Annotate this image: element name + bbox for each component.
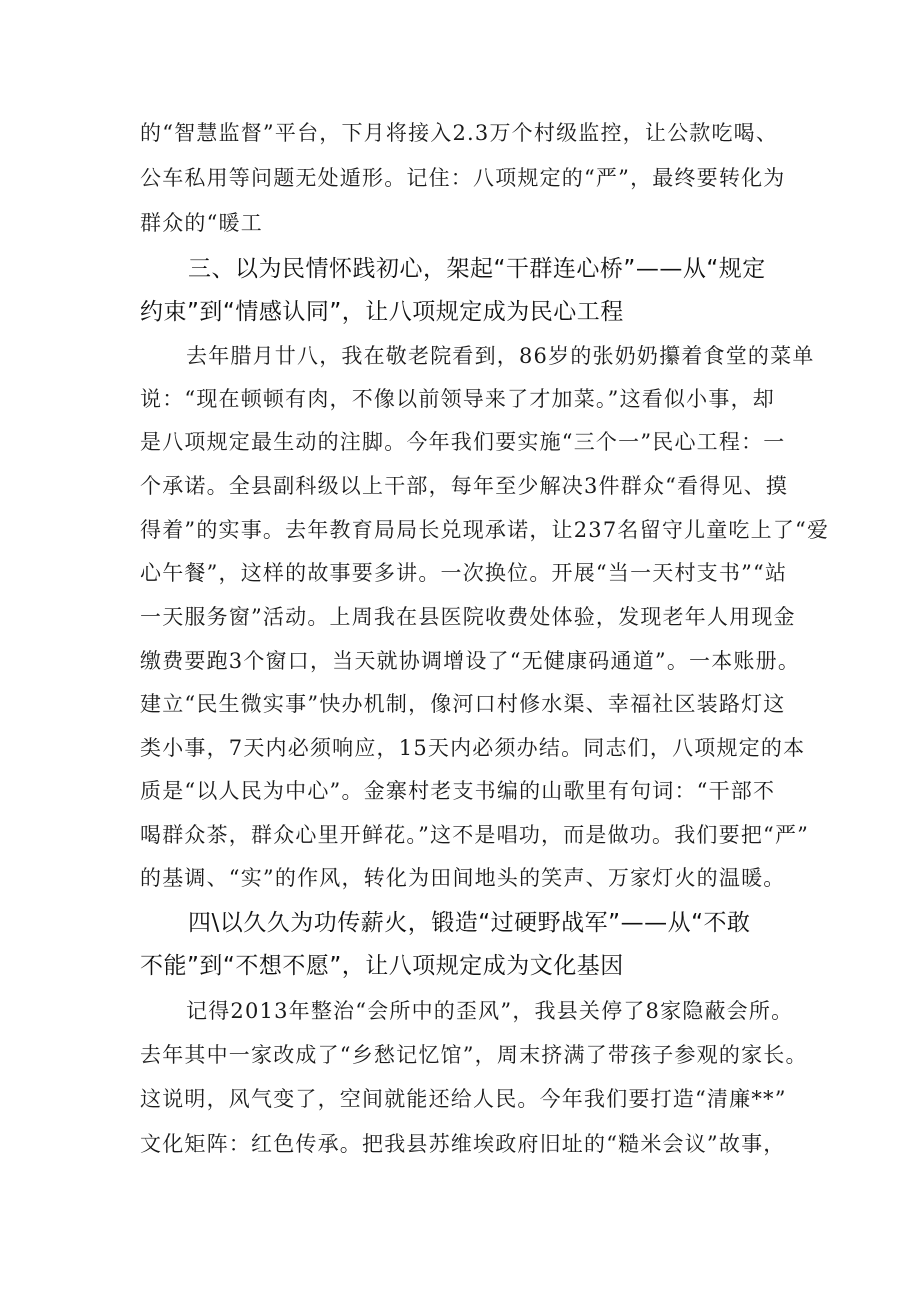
paragraph-line: 类小事，7天内必须响应，15天内必须办结。同志们，八项规定的本	[140, 736, 806, 760]
section-heading-4-line-2: 不能”到“不想不愿”，让八项规定成为文化基因	[140, 953, 624, 979]
paragraph-line: 建立“民生微实事”快办机制，像河口村修水渠、幸福社区装路灯这	[140, 692, 786, 716]
paragraph-line: 一天服务窗”活动。上周我在县医院收费处体验，发现老年人用现金	[140, 605, 796, 629]
paragraph-line: 文化矩阵：红色传承。把我县苏维埃政府旧址的“糙米会议”故事，	[140, 1132, 786, 1156]
paragraph-line: 得着”的实事。去年教育局局长兑现承诺，让237名留守儿童吃上了“爱	[140, 518, 830, 542]
paragraph-line: 去年其中一家改成了“乡愁记忆馆”，周末挤满了带孩子参观的家长。	[140, 1043, 808, 1067]
paragraph-line: 公车私用等问题无处遁形。记住：八项规定的“严”，最终要转化为	[140, 166, 786, 190]
section-heading-3-line-2: 约束”到“情感认同”，让八项规定成为民心工程	[140, 299, 624, 325]
paragraph-line: 群众的“暖工	[140, 211, 263, 235]
paragraph-line: 缴费要跑3个窗口，当天就协调增设了“无健康码通道”。一本账册。	[140, 649, 801, 673]
paragraph-line: 说：“现在顿顿有肉，不像以前领导来了才加菜。”这看似小事，却	[140, 387, 775, 411]
section-heading-3-line-1: 三、以为民情怀践初心，架起“干群连心桥”——从“规定	[188, 256, 766, 282]
paragraph-line: 记得2013年整治“会所中的歪风”，我县关停了8家隐蔽会所。	[186, 999, 794, 1023]
section-heading-4-line-1: 四\以久久为功传薪火，锻造“过硬野战军”——从“不敢	[188, 910, 751, 936]
paragraph-line: 质是“以人民为中心”。金寨村老支书编的山歌里有句词：“干部不	[140, 779, 776, 803]
paragraph-line: 是八项规定最生动的注脚。今年我们要实施“三个一”民心工程：一	[140, 430, 786, 454]
paragraph-line: 去年腊月廿八，我在敬老院看到，86岁的张奶奶攥着食堂的菜单	[186, 344, 815, 368]
paragraph-line: 的“智慧监督”平台，下月将接入2.3万个村级监控，让公款吃喝、	[140, 121, 779, 145]
paragraph-line: 这说明，风气变了，空间就能还给人民。今年我们要打造“清廉**”	[140, 1087, 787, 1111]
paragraph-line: 个承诺。全县副科级以上干部，每年至少解决3件群众“看得见、摸	[140, 474, 789, 498]
paragraph-line: 心午餐”，这样的故事要多讲。一次换位。开展“当一天村支书”“站	[140, 561, 788, 585]
paragraph-line: 的基调、“实”的作风，转化为田间地头的笑声、万家灯火的温暖。	[140, 866, 786, 890]
paragraph-line: 喝群众茶，群众心里开鲜花。”这不是唱功，而是做功。我们要把“严”	[140, 823, 810, 847]
